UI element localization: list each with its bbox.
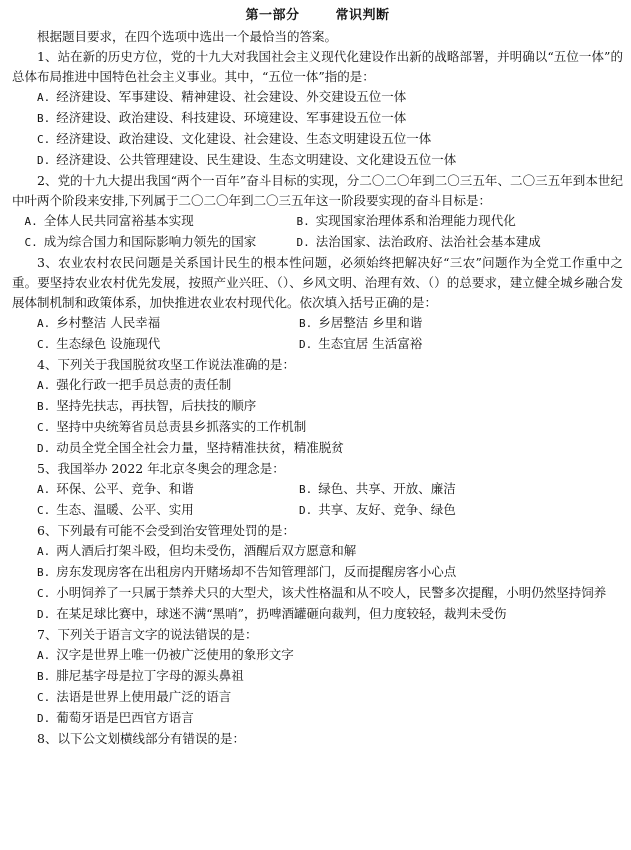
option-label: A. (37, 379, 51, 392)
option-text: 成为综合国力和国际影响力领先的国家 (43, 234, 257, 249)
option-label: A. (37, 649, 51, 662)
question-stem-4: 4、下列关于我国脱贫攻坚工作说法准确的是： (37, 357, 295, 372)
option-text: 经济建设、政治建设、文化建设、社会建设、生态文明建设五位一体 (56, 131, 432, 146)
option-row-5cd (12, 500, 623, 521)
question-stem-5: 5、我国举办 2022 年北京冬奥会的理念是： (37, 461, 285, 476)
option-3d (299, 334, 422, 355)
option-4c (12, 417, 623, 438)
option-label: C. (37, 691, 51, 704)
section-title (12, 6, 623, 26)
option-text: 环保、公平、竞争、和谐 (56, 481, 194, 496)
option-1a (12, 87, 623, 108)
option-label: C. (24, 236, 38, 249)
option-text: 实现国家治理体系和治理能力现代化 (315, 213, 516, 228)
option-label: A. (37, 91, 51, 104)
option-3b (299, 313, 422, 334)
option-label: B. (37, 112, 51, 125)
option-1d (12, 150, 623, 171)
option-text: 生态宜居 生活富裕 (318, 336, 423, 351)
option-row-5ab (12, 479, 623, 500)
option-5a (37, 479, 299, 500)
option-row-3cd (12, 334, 623, 355)
question-stem-1: 1、站在新的历史方位，党的十九大对我国社会主义现代化建设作出新的战略部署，并明确以“五位一体”的总体布局推进中国特色社会主义事业。其中，“五位一体”指的是： (12, 49, 623, 84)
option-2a (25, 211, 297, 232)
option-1c (12, 129, 623, 150)
option-3c (37, 334, 299, 355)
option-label: B. (296, 215, 310, 228)
option-4b (12, 396, 623, 417)
option-2c (25, 232, 297, 253)
option-label: C. (37, 338, 51, 351)
option-text: 绿色、共享、开放、廉洁 (318, 481, 456, 496)
option-label: D. (37, 442, 51, 455)
option-text: 动员全党全国全社会力量，坚持精准扶贫，精准脱贫 (56, 440, 344, 455)
option-4a (12, 375, 623, 396)
option-text: 经济建设、军事建设、精神建设、社会建设、外交建设五位一体 (56, 89, 407, 104)
option-text: 坚持中央统筹省员总责县乡抓落实的工作机制 (56, 419, 307, 434)
option-2b (297, 211, 516, 232)
option-label: A. (37, 545, 51, 558)
option-label: D. (37, 154, 51, 167)
question-stem-8: 8、以下公文划横线部分有错误的是： (37, 731, 245, 746)
option-label: D. (299, 338, 313, 351)
option-row-2ab (12, 211, 623, 232)
option-text: 经济建设、公共管理建设、民生建设、生态文明建设、文化建设五位一体 (56, 152, 457, 167)
option-text: 葡萄牙语是巴西官方语言 (56, 710, 194, 725)
option-text: 房东发现房客在出租房内开赌场却不告知管理部门，反而提醒房客小心点 (56, 564, 457, 579)
option-row-3ab (12, 313, 623, 334)
option-1b (12, 108, 623, 129)
option-text: 法治国家、法治政府、法治社会基本建成 (315, 234, 541, 249)
option-6b (12, 562, 623, 583)
option-text: 汉字是世界上唯一仍被广泛使用的象形文字 (56, 647, 294, 662)
instructions-text: 根据题目要求，在四个选项中选出一个最恰当的答案。 (37, 29, 338, 44)
option-label: A. (37, 483, 51, 496)
question-stem-3: 3、农业农村农民问题是关系国计民生的根本性问题，必须始终把解决好“三农”问题作为全党工作重中之重。要坚持农业农村优先发展，按照产业兴旺、（）、乡风文明、治理有效、（）的总要求，建立健全城乡融合发展体制机制和政策体系，加快推进农业农村现代化。依次填入括号正确的是： (12, 255, 623, 310)
option-6d (12, 604, 623, 625)
option-4d (12, 438, 623, 459)
option-5d (299, 500, 456, 521)
question-stem-6: 6、下列最有可能不会受到治安管理处罚的是： (37, 523, 295, 538)
option-label: B. (37, 670, 51, 683)
option-text: 经济建设、政治建设、科技建设、环境建设、军事建设五位一体 (56, 110, 407, 125)
option-3a (37, 313, 299, 334)
option-5c (37, 500, 299, 521)
option-label: B. (37, 400, 51, 413)
option-5b (299, 479, 456, 500)
question-stem-7: 7、下列关于语言文字的说法错误的是： (37, 627, 258, 642)
option-7b (12, 666, 623, 687)
option-text: 生态绿色 设施现代 (56, 336, 161, 351)
option-label: D. (37, 608, 51, 621)
option-text: 坚持先扶志，再扶智，后扶技的顺序 (56, 398, 257, 413)
option-text: 强化行政一把手员总责的责任制 (56, 377, 232, 392)
option-text: 乡村整洁 人民幸福 (56, 315, 161, 330)
option-label: D. (296, 236, 310, 249)
option-text: 腓尼基字母是拉丁字母的源头鼻祖 (56, 668, 244, 683)
option-text: 乡居整洁 乡里和谐 (318, 315, 423, 330)
option-text: 全体人民共同富裕基本实现 (43, 213, 194, 228)
option-text: 小明饲养了一只属于禁养犬只的大型犬，该犬性格温和从不咬人，民警多次提醒，小明仍然坚持饲养 (56, 585, 607, 600)
option-label: B. (299, 317, 313, 330)
section-part-label: 第一部分 (245, 8, 300, 23)
option-7d (12, 708, 623, 729)
option-label: C. (37, 421, 51, 434)
option-2d (297, 232, 541, 253)
option-label: C. (37, 504, 51, 517)
option-row-2cd (12, 232, 623, 253)
option-text: 法语是世界上使用最广泛的语言 (56, 689, 232, 704)
option-label: B. (299, 483, 313, 496)
option-label: B. (37, 566, 51, 579)
section-name-label: 常识判断 (335, 8, 390, 23)
option-label: D. (37, 712, 51, 725)
option-label: C. (37, 133, 51, 146)
option-label: C. (37, 587, 51, 600)
option-7a (12, 645, 623, 666)
option-text: 在某足球比赛中，球迷不满“黑哨”，扔啤酒罐砸向裁判，但力度较轻，裁判未受伤 (56, 606, 507, 621)
option-7c (12, 687, 623, 708)
option-6a (12, 541, 623, 562)
option-label: A. (24, 215, 38, 228)
option-label: A. (37, 317, 51, 330)
option-text: 生态、温暖、公平、实用 (56, 502, 194, 517)
question-stem-2: 2、党的十九大提出我国“两个一百年”奋斗目标的实现，分二〇二〇年到二〇三五年、二〇三五年到本世纪中叶两个阶段来安排,下列属于二〇二〇年到二〇三五年这一阶段要实现的奋斗目标是： (12, 173, 623, 208)
option-label: D. (299, 504, 313, 517)
option-6c (12, 583, 623, 604)
option-text: 两人酒后打架斗殴，但均未受伤，酒醒后双方愿意和解 (56, 543, 357, 558)
option-text: 共享、友好、竞争、绿色 (318, 502, 456, 517)
